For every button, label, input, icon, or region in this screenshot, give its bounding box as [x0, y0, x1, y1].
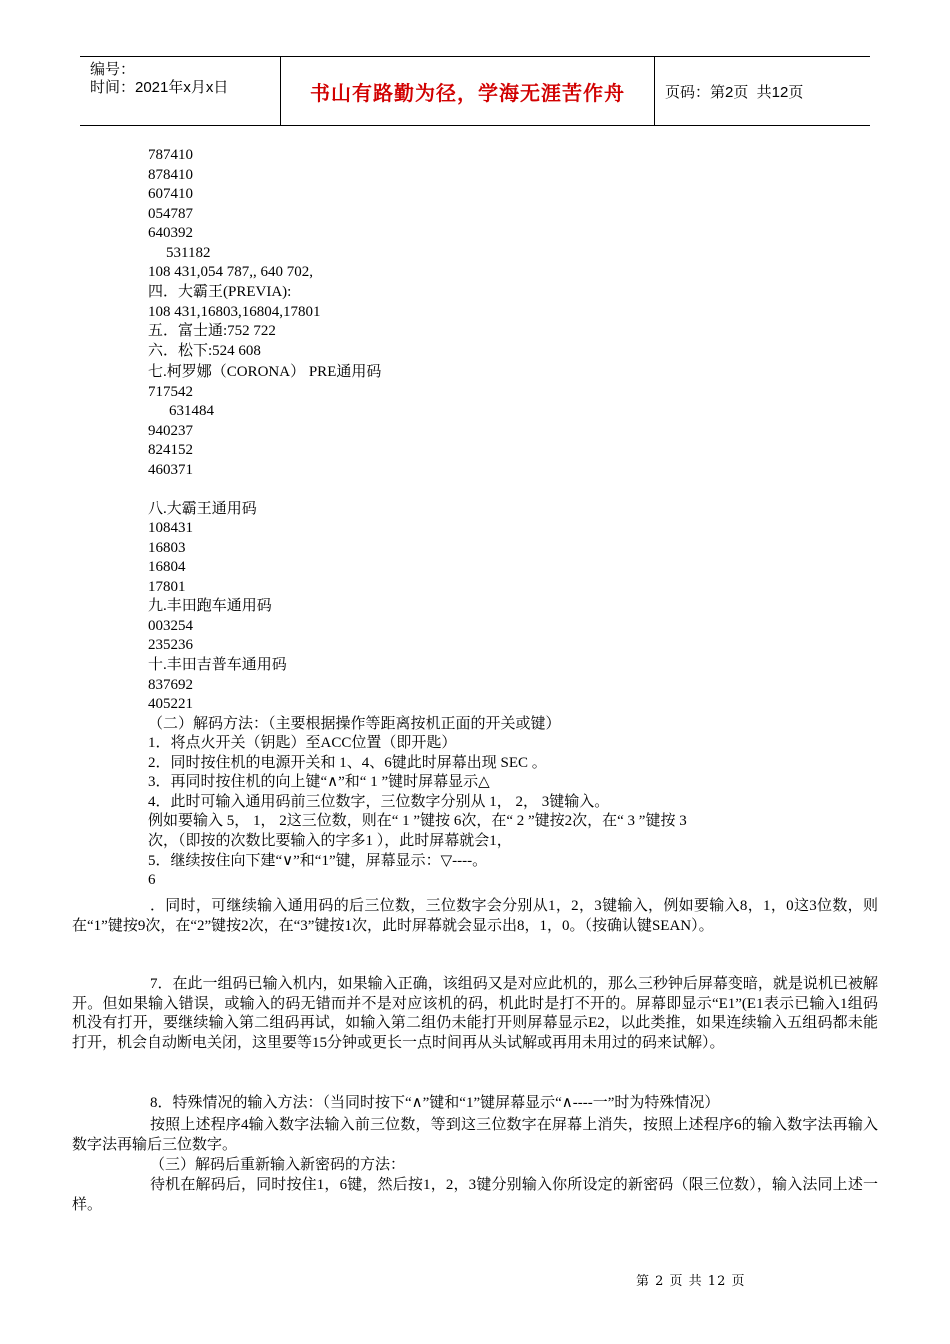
code-line: 108 431,16803,16804,17801 [148, 304, 321, 320]
header-meta [80, 57, 281, 125]
code-line: 824152 [148, 442, 193, 458]
document-time-label: 时间：2021年x月x日 [90, 79, 229, 96]
code-line: 837692 [148, 677, 193, 693]
code-line: 787410 [148, 147, 193, 163]
paragraph-step-6: ．同时，可继续输入通用码的后三位数，三位数字会分别从1，2，3键输入，例如要输入8，1，0这3位数，则在“1”键按9次，在“2”键按2次，在“3”键按1次，此时屏幕就会显示出8，1，0。（按确认键SEAN）。 [72, 898, 878, 934]
code-line: 108 431,054 787,, 640 702, [148, 264, 313, 280]
code-line: 235236 [148, 637, 193, 653]
code-line: 003254 [148, 618, 193, 634]
step-line: 例如要输入 5， 1， 2这三位数，则在“ 1 ”键按 6次，在“ 2 ”键按2次，在“ 3 ”键按 3 [148, 813, 687, 829]
code-line: 405221 [148, 696, 193, 712]
paragraph-step-7: 7．在此一组码已输入机内，如果输入正确，该组码又是对应此机的，那么三秒钟后屏幕变暗，就是说机已被解开。但如果输入错误，或输入的码无错而并不是对应该机的码，机此时是打不开的。屏幕即显示“E1”(E1表示已输入1组码机没有打开，要继续输入第二组码再试，如输入第二组仍未能打开则屏幕显示E2，以此类推，如果连续输入五组码都未能打开，机会自动断电关闭，这里要等15分钟或更长一点时间再从头试解或再用未用过的码来试解）。 [72, 976, 878, 1051]
section-heading: 四．大霸王(PREVIA): [148, 284, 292, 300]
document-number-label: 编号： [90, 61, 136, 78]
page-header [80, 56, 870, 126]
section-heading: 六．松下:524 608 [148, 343, 261, 359]
step-line: 次，（即按的次数比要输入的字多1 ），此时屏幕就会1， [148, 833, 512, 849]
code-line: 631484 [169, 403, 214, 419]
code-line: 16804 [148, 559, 186, 575]
paragraph-step-8-detail: 按照上述程序4输入数字法输入前三位数，等到这三位数字在屏幕上消失，按照上述程序6的输入数字法再输入数字法再输后三位数字。 [72, 1117, 878, 1153]
code-line: 607410 [148, 186, 193, 202]
section-heading: 九.丰田跑车通用码 [148, 598, 272, 614]
section-heading: 五．富士通:752 722 [148, 323, 276, 339]
code-line: 16803 [148, 540, 186, 556]
step-line: 1．将点火开关（钥匙）至ACC位置（即开匙） [148, 735, 457, 751]
code-line: 640392 [148, 225, 193, 241]
code-line: 17801 [148, 579, 186, 595]
header-page-info [655, 57, 870, 125]
section-heading-new-password: （三）解码后重新输入新密码的方法： [150, 1157, 406, 1173]
code-line: 940237 [148, 423, 193, 439]
step-line: 3．再同时按住机的向上键“∧”和“ 1 ”键时屏幕显示△ [148, 774, 490, 790]
code-line: 460371 [148, 462, 193, 478]
step-line: 6 [148, 872, 156, 888]
step-line: 4．此时可输入通用码前三位数字，三位数字分别从 1， 2， 3键输入。 [148, 794, 610, 810]
code-line: 054787 [148, 206, 193, 222]
step-line: 5．继续按住向下建“∨”和“1”键，屏幕显示：▽----。 [148, 853, 488, 869]
code-line: 531182 [166, 245, 211, 261]
section-heading: 八.大霸王通用码 [148, 501, 257, 517]
section-heading: （二）解码方法：（主要根据操作等距离按机正面的开关或键） [148, 716, 561, 732]
step-line: 2．同时按住机的电源开关和 1、4、6键此时屏幕出现 SEC 。 [148, 755, 547, 771]
code-line: 108431 [148, 520, 193, 536]
code-line: 878410 [148, 167, 193, 183]
header-motto: 书山有路勤为径，学海无涯苦作舟 [281, 57, 655, 125]
section-heading: 十.丰田吉普车通用码 [148, 657, 287, 673]
page-info-text: 页码：第2页 共12页 [665, 83, 804, 101]
paragraph-new-password: 待机在解码后，同时按住1，6键，然后按1，2，3键分别输入你所设定的新密码（限三位数），输入法同上述一样。 [72, 1177, 878, 1213]
code-line: 717542 [148, 384, 193, 400]
paragraph-step-8: 8．特殊情况的输入方法：（当同时按下“∧”键和“1”键屏幕显示“∧----一”时为特殊情况） [150, 1095, 720, 1111]
page-footer: 第 2 页 共 12 页 [636, 1274, 746, 1289]
section-heading: 七.柯罗娜（CORONA） PRE通用码 [148, 364, 382, 380]
